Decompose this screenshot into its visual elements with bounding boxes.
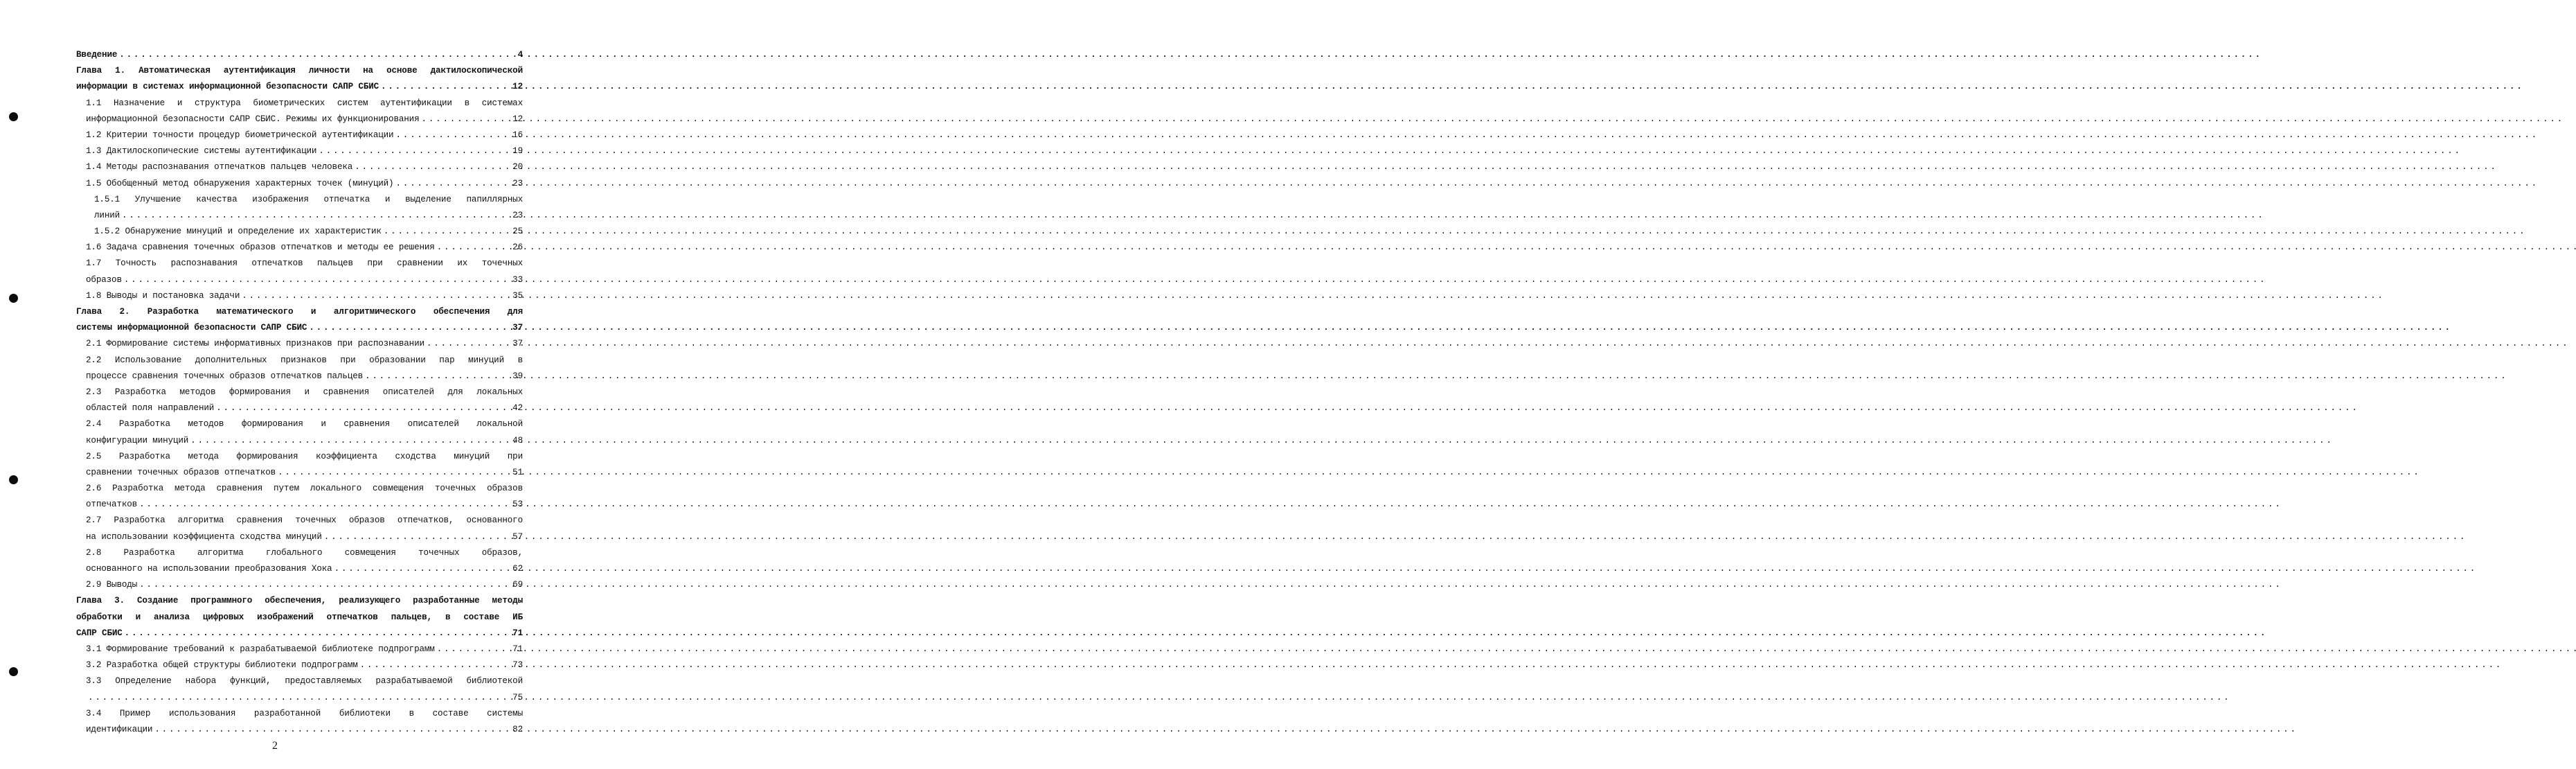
toc-entry-s1_5_1-line-1[interactable] <box>76 192 523 208</box>
toc-entry-s2_1[interactable] <box>76 336 523 352</box>
toc-dot-leader <box>324 529 511 545</box>
toc-entry-s2_8-line-1[interactable] <box>76 545 523 561</box>
toc-dot-leader <box>381 79 511 95</box>
toc-page-number: 4 <box>517 50 523 60</box>
toc-entry-s2_8-line-2[interactable] <box>76 561 523 577</box>
toc-entry-ch3-line-3[interactable] <box>76 626 523 642</box>
toc-entry-s2_7-line-2[interactable] <box>76 529 523 545</box>
toc-page-number: 23 <box>512 210 523 220</box>
toc-dot-leader <box>124 272 511 288</box>
toc-entry-s2_3-line-1[interactable] <box>76 384 523 400</box>
toc-dot-leader <box>334 561 512 577</box>
toc-entry-s3_1[interactable] <box>76 642 523 657</box>
toc-entry-s2_5-line-2[interactable] <box>76 465 523 481</box>
toc-dot-leader <box>216 400 511 416</box>
toc-entry-title: 1.7 Точность распознавания отпечатков пальцев при сравнении их точечных <box>86 258 523 269</box>
toc-entry-s2_2-line-1[interactable] <box>76 353 523 369</box>
binder-hole-4 <box>9 667 18 676</box>
toc-entry-title: 3.2 Разработка общей структуры библиотеки подпрограмм <box>86 660 358 671</box>
toc-page-number: 75 <box>512 692 523 702</box>
toc-page-number: 26 <box>512 242 523 253</box>
toc-page-number: 42 <box>512 403 523 414</box>
toc-entry-ch1-line-2[interactable] <box>76 79 523 95</box>
toc-entry-s3_4-line-2[interactable] <box>76 722 523 738</box>
toc-entry-title: 1.5 Обобщенный метод обнаружения характерных точек (минуций) <box>86 178 394 188</box>
toc-entry-title: Глава 3. Создание программного обеспечения, реализующего разработанные методы <box>76 596 523 606</box>
toc-entry-s2_4-line-1[interactable] <box>76 416 523 432</box>
toc-entry-s3_3-line-1[interactable] <box>76 673 523 689</box>
binder-hole-3 <box>9 475 18 484</box>
toc-page-number: 71 <box>512 628 523 638</box>
toc-page-number: 53 <box>512 500 523 510</box>
toc-entry-title: 1.8 Выводы и постановка задачи <box>86 290 240 301</box>
toc-entry-s1_1-line-1[interactable] <box>76 96 523 112</box>
toc-page-number: 33 <box>512 274 523 285</box>
table-of-contents <box>76 47 523 738</box>
toc-entry-title: САПР СБИС <box>76 628 123 638</box>
toc-entry-s2_6-line-1[interactable] <box>76 481 523 497</box>
toc-entry-title: 3.3 Определение набора функций, предоставляемых разрабатываемой библиотекой <box>86 676 523 687</box>
document-page <box>0 0 550 769</box>
toc-entry-title: обработки и анализа цифровых изображений отпечатков пальцев, в составе ИБ <box>76 612 523 622</box>
toc-entry-ch3-line-2[interactable] <box>76 610 523 626</box>
toc-entry-title: 1.3 Дактилоскопические системы аутентификации <box>86 146 317 157</box>
toc-entry-title: 2.6 Разработка метода сравнения путем локального совмещения точечных образов <box>86 484 523 494</box>
toc-dot-leader <box>125 626 512 642</box>
toc-page-number: 71 <box>512 644 523 654</box>
toc-page-number: 48 <box>512 435 523 445</box>
toc-entry-ch2-line-2[interactable] <box>76 320 523 336</box>
toc-entry-title: 2.2 Использование дополнительных признаков при образовании пар минуций в <box>86 355 523 365</box>
toc-page-number: 37 <box>512 323 523 333</box>
toc-entry-s2_7-line-1[interactable] <box>76 513 523 529</box>
toc-entry-title: 1.5.2 Обнаружение минуций и определение их характеристик <box>94 227 382 237</box>
toc-page-number: 12 <box>512 82 523 92</box>
toc-dot-leader <box>119 47 516 63</box>
toc-entry-title: информационной безопасности САПР СБИС. Режимы их функционирования <box>86 114 420 124</box>
toc-dot-leader <box>395 127 511 143</box>
toc-entry-s1_4[interactable] <box>76 159 523 175</box>
toc-dot-leader <box>365 369 511 384</box>
toc-entry-s2_6-line-2[interactable] <box>76 497 523 513</box>
toc-entry-title: 2.3 Разработка методов формирования и сравнения описателей для локальных <box>86 387 523 397</box>
toc-dot-leader <box>355 159 511 175</box>
toc-entry-title: 2.8 Разработка алгоритма глобального совмещения точечных образов, <box>86 547 523 558</box>
toc-entry-title: идентификации <box>86 724 153 734</box>
toc-entry-title: 2.9 Выводы <box>86 580 138 590</box>
toc-dot-leader <box>309 320 511 336</box>
toc-dot-leader <box>384 224 511 240</box>
toc-entry-s1_5_1-line-2[interactable] <box>76 208 523 224</box>
toc-page-number: 69 <box>512 580 523 590</box>
toc-entry-ch3-line-1[interactable] <box>76 593 523 609</box>
toc-entry-title: 3.4 Пример использования разработанной библиотеки в составе системы <box>86 708 523 718</box>
toc-dot-leader <box>190 433 511 449</box>
toc-entry-s3_2[interactable] <box>76 657 523 673</box>
toc-dot-leader <box>154 722 511 738</box>
toc-entry-title: информации в системах информационной безопасности САПР СБИС <box>76 82 379 92</box>
toc-entry-s2_4-line-2[interactable] <box>76 433 523 449</box>
toc-entry-title: 2.7 Разработка алгоритма сравнения точечных образов отпечатков, основанного <box>86 515 523 526</box>
toc-dot-leader <box>88 690 511 706</box>
toc-page-number: 20 <box>512 162 523 173</box>
toc-entry-s3_4-line-1[interactable] <box>76 706 523 722</box>
toc-entry-title: 1.5.1 Улучшение качества изображения отпечатка и выделение папиллярных <box>94 194 523 204</box>
toc-dot-leader <box>437 642 511 657</box>
toc-entry-s1_6[interactable] <box>76 240 523 256</box>
binder-hole-2 <box>9 294 18 303</box>
toc-dot-leader <box>242 288 511 304</box>
toc-entry-title: 2.5 Разработка метода формирования коэффициента сходства минуций при <box>86 451 523 461</box>
page-number: 2 <box>272 740 278 752</box>
toc-dot-leader <box>139 497 511 513</box>
toc-entry-title: 1.6 Задача сравнения точечных образов отпечатков и методы ее решения <box>86 242 435 253</box>
toc-dot-leader <box>319 143 511 159</box>
toc-entry-s1_8[interactable] <box>76 288 523 304</box>
toc-entry-ch2-line-1[interactable] <box>76 304 523 320</box>
toc-entry-s1_5[interactable] <box>76 176 523 192</box>
toc-page-number: 25 <box>512 227 523 237</box>
toc-page-number: 57 <box>512 531 523 542</box>
toc-dot-leader <box>437 240 511 256</box>
toc-dot-leader <box>139 577 511 593</box>
toc-entry-s1_1-line-2[interactable] <box>76 112 523 127</box>
toc-entry-title: на использовании коэффициента сходства минуций <box>86 531 322 542</box>
toc-entry-title: 2.4 Разработка методов формирования и сравнения описателей локальной <box>86 419 523 430</box>
toc-page-number: 12 <box>512 114 523 124</box>
toc-page-number: 73 <box>512 660 523 671</box>
toc-entry-title: Введение <box>76 50 118 60</box>
toc-entry-s2_3-line-2[interactable] <box>76 400 523 416</box>
toc-dot-leader <box>427 336 511 352</box>
toc-entry-title: Глава 1. Автоматическая аутентификация личности на основе дактилоскопической <box>76 66 523 76</box>
toc-entry-s2_9[interactable] <box>76 577 523 593</box>
toc-entry-title: 1.1 Назначение и структура биометрических систем аутентификации в системах <box>86 98 523 108</box>
toc-entry-title: отпечатков <box>86 500 138 510</box>
toc-page-number: 37 <box>512 339 523 349</box>
toc-page-number: 23 <box>512 178 523 188</box>
toc-entry-title: 1.4 Методы распознавания отпечатков пальцев человека <box>86 162 353 173</box>
binder-hole-1 <box>9 112 18 121</box>
toc-page-number: 16 <box>512 130 523 140</box>
toc-entry-title: основанного на использовании преобразования Хока <box>86 564 332 574</box>
toc-entry-title: процессе сравнения точечных образов отпечатков пальцев <box>86 371 364 381</box>
toc-entry-s1_5_2[interactable] <box>76 224 523 240</box>
toc-entry-intro[interactable] <box>76 47 523 63</box>
toc-dot-leader <box>395 176 511 192</box>
toc-entry-title: Глава 2. Разработка математического и алгоритмического обеспечения для <box>76 307 523 317</box>
toc-page-number: 62 <box>512 564 523 574</box>
toc-entry-s1_7-line-1[interactable] <box>76 256 523 272</box>
toc-entry-s1_2[interactable] <box>76 127 523 143</box>
toc-entry-title: образов <box>86 274 122 285</box>
toc-entry-s1_3[interactable] <box>76 143 523 159</box>
toc-page-number: 35 <box>512 290 523 301</box>
toc-page-number: 19 <box>512 146 523 157</box>
toc-entry-ch1-line-1[interactable] <box>76 63 523 79</box>
toc-entry-title: системы информационной безопасности САПР СБИС <box>76 323 307 333</box>
toc-entry-s2_2-line-2[interactable] <box>76 369 523 384</box>
toc-entry-title: конфигурации минуций <box>86 435 189 445</box>
toc-entry-title: 1.2 Критерии точности процедур биометрической аутентификации <box>86 130 394 140</box>
toc-entry-s3_3-line-2[interactable] <box>76 690 523 706</box>
toc-page-number: 82 <box>512 724 523 734</box>
toc-dot-leader <box>360 657 512 673</box>
toc-entry-title: областей поля направлений <box>86 403 215 414</box>
toc-page-number: 51 <box>512 467 523 477</box>
toc-entry-title: 2.1 Формирование системы информативных признаков при распознавании <box>86 339 424 349</box>
toc-entry-s1_7-line-2[interactable] <box>76 272 523 288</box>
toc-dot-leader <box>122 208 511 224</box>
toc-page-number: 39 <box>512 371 523 381</box>
toc-entry-s2_5-line-1[interactable] <box>76 449 523 465</box>
toc-entry-title: 3.1 Формирование требований к разрабатываемой библиотеке подпрограмм <box>86 644 435 654</box>
toc-entry-title: линий <box>94 210 120 220</box>
toc-entry-title: сравнении точечных образов отпечатков <box>86 467 276 477</box>
toc-dot-leader <box>422 112 512 127</box>
toc-dot-leader <box>278 465 511 481</box>
